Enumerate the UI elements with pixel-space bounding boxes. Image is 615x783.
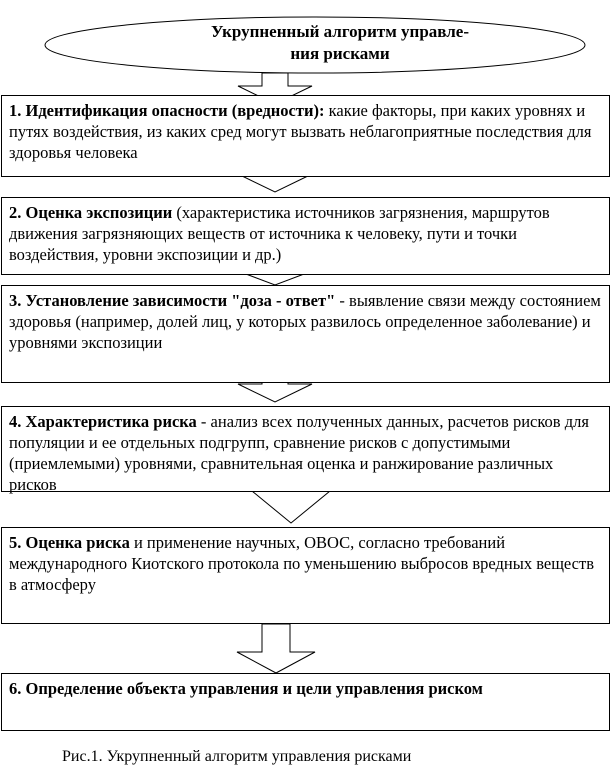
step-4-heading: 4. Характеристика риска [9,412,197,431]
step-2-heading: 2. Оценка экспозиции [9,203,173,222]
step-4-text: - анализ всех полученных данных, расчетов рисков для популяции и ее отдельных подгрупп, сравнение рисков с допустимыми (приемлемыми) уровнями, сравнительная оценка и ранжирование различных рисков [9,412,589,494]
step-6-box [1,673,610,731]
title-line-1: Укрупненный алгоритм управле- [210,22,469,41]
arrow-step-5-to-step-6 [237,624,315,673]
step-2-box [1,197,610,275]
diagram-title [140,21,540,65]
step-3-heading: 3. Установление зависимости "доза - ответ" [9,291,336,310]
step-5-text: и применение научных, ОВОС, согласно требований международного Киотского протокола по уменьшению выбросов вредных веществ в атмосферу [9,533,594,594]
step-5-box [1,527,610,624]
step-1-box [1,95,610,177]
step-2-text: (характеристика источников загрязнения, маршрутов движения загрязняющих веществ от источника к человеку, пути и точки воздействия, уровни экспозиции и др.) [9,203,550,264]
step-6-heading: 6. Определение объекта управления и цели управления риском [9,679,483,698]
step-1-heading: 1. Идентификация опасности (вредности): [9,101,325,120]
step-5-heading: 5. Оценка риска [9,533,130,552]
step-3-text: - выявление связи между состоянием здоровья (например, долей лиц, у которых развилось определенное заболевание) и уровнями экспозиции [9,291,601,352]
figure-caption: Рис.1. Укрупненный алгоритм управления рисками [62,748,412,765]
step-3-box [1,285,610,383]
step-1-text: какие факторы, при каких уровнях и путях воздействия, из каких сред могут вызвать неблагоприятные последствия для здоровья человека [9,101,592,162]
step-4-box [1,406,610,492]
title-line-2: ния рисками [290,44,390,63]
